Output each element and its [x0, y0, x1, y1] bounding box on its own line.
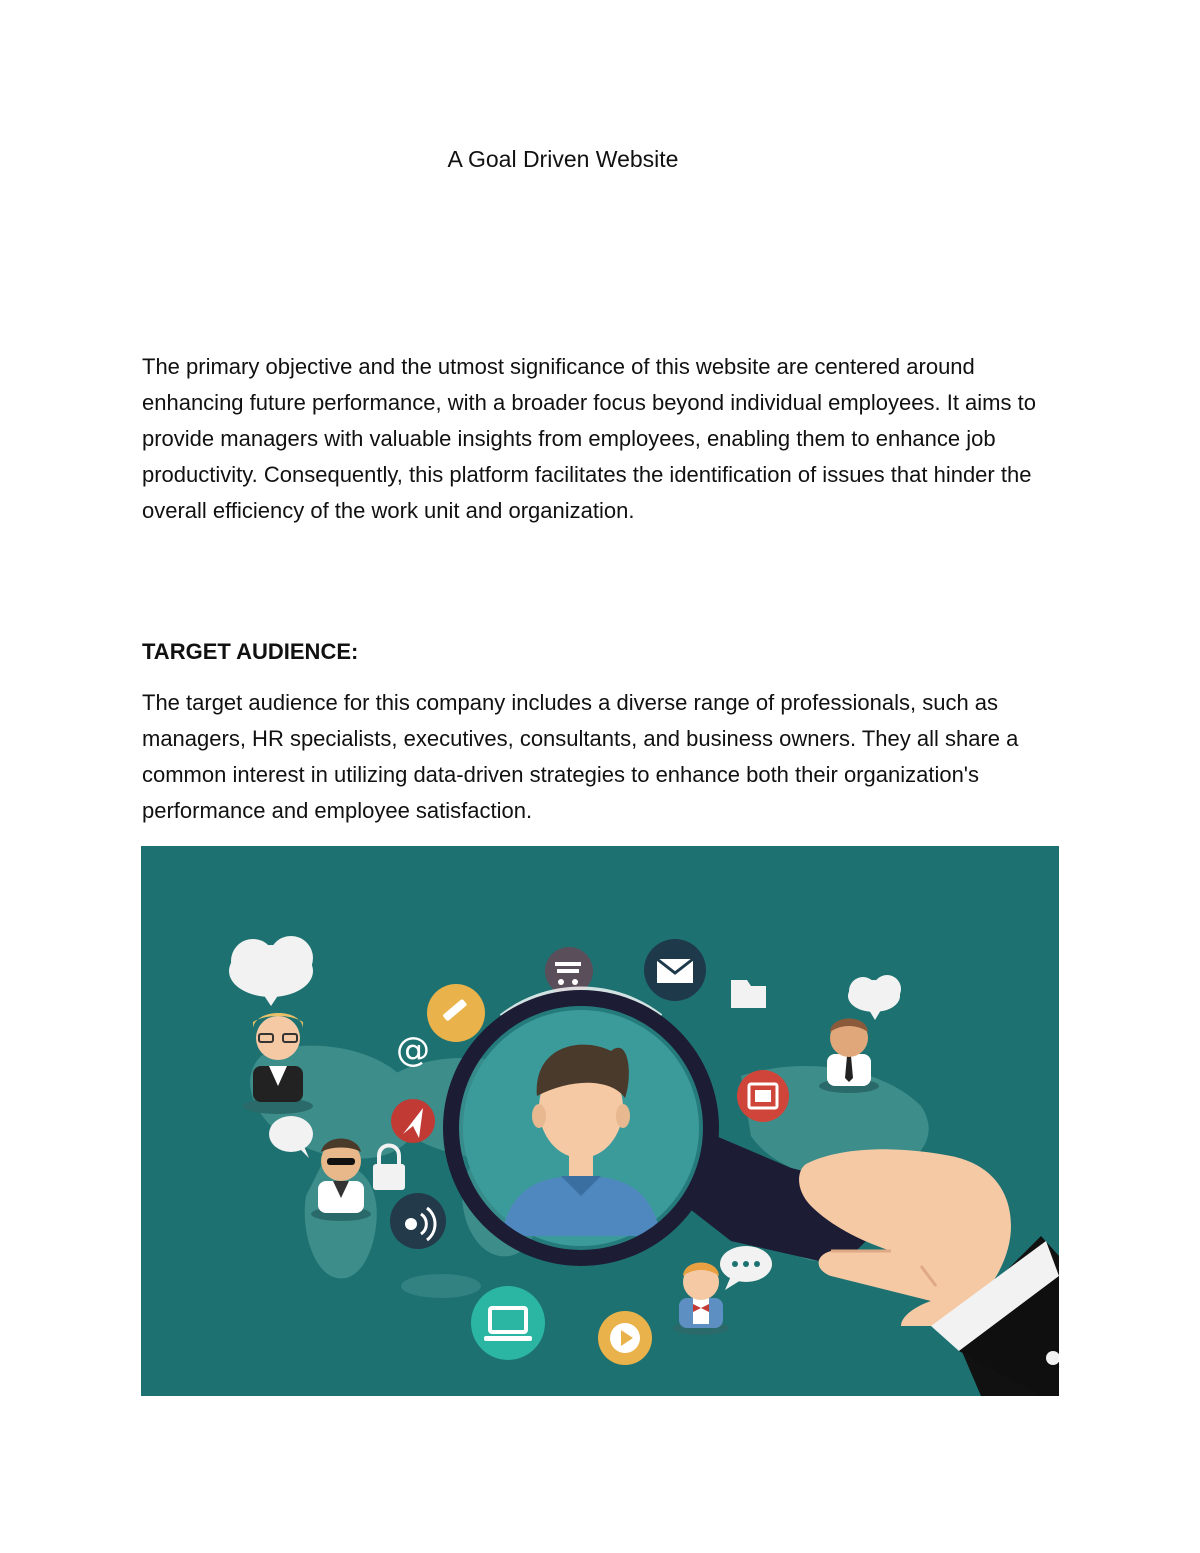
at-sign-icon [396, 1030, 430, 1070]
audience-paragraph: The target audience for this company includes a diverse range of professionals, such as managers, HR specialists, executives, consultants, and business owners. They all share a common interest in utilizing data-driven strategies to enhance both their organization's performance and employee satisfaction. [142, 690, 1019, 823]
section-heading: TARGET AUDIENCE: [142, 639, 359, 664]
laptop-icon [471, 1286, 545, 1360]
mail-icon [644, 939, 706, 1001]
location-arrow-icon [391, 1099, 435, 1143]
play-icon [598, 1311, 652, 1365]
document-title: A Goal Driven Website [447, 146, 679, 172]
intro-paragraph: The primary objective and the utmost significance of this website are centered around enhancing future performance, with a broader focus beyond individual employees. It aims to provide managers with valuable insights from employees, enabling them to enhance job productivity. Consequently, this platform facilitates the identification of issues that hinder the overall efficiency of the work unit and organization. [142, 354, 1036, 523]
pencil-icon [427, 984, 485, 1042]
target-audience-illustration [141, 846, 1059, 1396]
svg-text:@: @ [396, 1030, 430, 1070]
wifi-signal-icon [390, 1193, 446, 1249]
film-icon [737, 1070, 789, 1122]
